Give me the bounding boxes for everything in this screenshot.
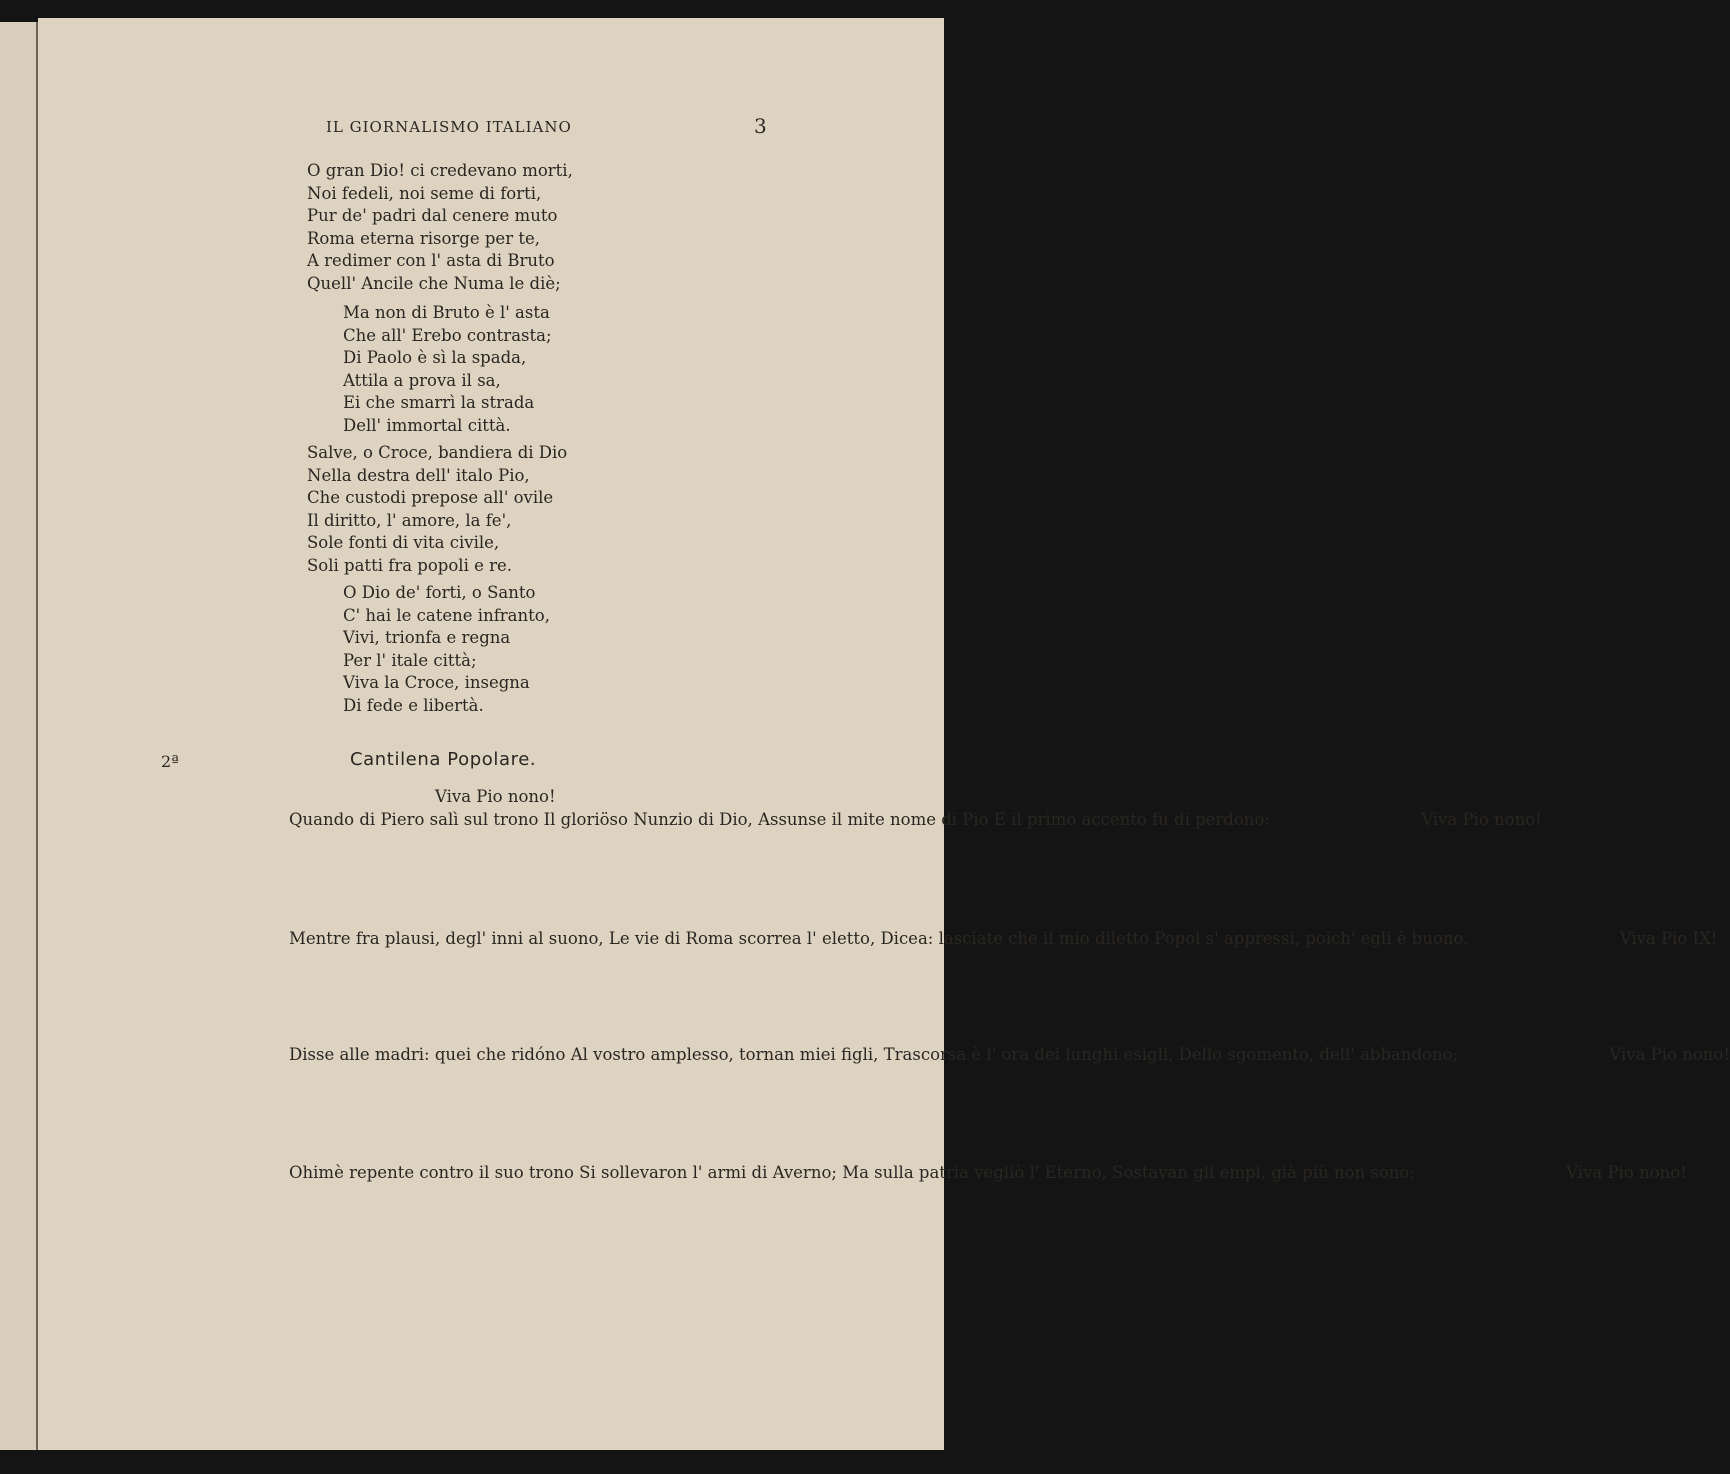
verse-line: Ohimè repente contro il suo trono [289,1163,574,1182]
verse-line: O gran Dio! ci credevano morti, [307,161,573,180]
verse-line: Che all' Erebo contrasta; [343,325,552,345]
book-page [38,18,1730,1450]
verse-line: Sole fonti di vita civile, [307,533,500,553]
verse-line: Per l' itale città; [343,650,477,670]
verse-line: Soli patti fra popoli e re. [307,555,512,575]
section-title: Cantilena Popolare. [350,749,537,770]
verse-line: Sostavan gli empi, già più non sono; [1112,1163,1415,1182]
refrain-line: Viva Pio nono! [1566,1163,1687,1182]
refrain-line: Viva Pio nono! [1421,810,1542,829]
hymn-refrain-1 [343,302,552,438]
verse-line: E il primo accento fu di perdono: [993,810,1270,829]
cantilena-stanza [289,809,1542,832]
verse-line: Viva la Croce, insegna [343,673,530,693]
verse-line: Trascorsa è l' ora dei lunghi esigli, [883,1045,1174,1064]
verse-line: Dicea: lasciate che il mio diletto [880,929,1150,948]
verse-line: A redimer con l' asta di Bruto [307,251,555,271]
verse-line: Popol s' appressi, poich' egli è buono. [1154,929,1469,948]
verse-line: Che custodi prepose all' ovile [307,488,554,508]
refrain-line: Viva Pio IX! [1619,929,1718,948]
page-number: 3 [754,114,767,138]
verse-line: Attila a prova il sa, [343,370,501,390]
cantilena-stanza [289,1044,1730,1067]
verse-line: Il gloriöso Nunzio di Dio, [543,810,753,829]
facing-page-edge [0,22,39,1450]
verse-line: Salve, o Croce, bandiera di Dio [307,443,568,462]
verse-line: Di Paolo è sì la spada, [343,348,527,368]
verse-line: Nella destra dell' italo Pio, [307,465,530,485]
cantilena-stanza [289,928,1717,951]
verse-line: Quando di Piero salì sul trono [289,810,539,829]
verse-line: O Dio de' forti, o Santo [343,583,536,602]
verse-line: Quell' Ancile che Numa le diè; [307,273,561,293]
verse-line: Noi fedeli, noi seme di forti, [307,183,542,203]
verse-line: Dell' immortal città. [343,415,511,435]
verse-line: Pur de' padri dal cenere muto [307,206,558,226]
cantilena-stanza [289,1162,1687,1185]
verse-line: Il diritto, l' amore, la fe', [307,510,512,530]
verse-line: C' hai le catene infranto, [343,605,550,625]
verse-line: Si sollevaron l' armi di Averno; [579,1163,837,1182]
verse-line: Mentre fra plausi, degl' inni al suono, [289,929,604,948]
hymn-stanza-1 [307,160,573,296]
verse-line: Assunse il mite nome di Pio [758,810,989,829]
running-title: IL GIORNALISMO ITALIANO [326,118,572,136]
verse-line: Ma non di Bruto è l' asta [343,303,550,322]
refrain-line: Viva Pio nono! [435,787,556,806]
refrain-line: Viva Pio nono! [1609,1045,1730,1064]
verse-line: Vivi, trionfa e regna [343,628,511,648]
verse-line: Dello sgomento, dell' abbandono; [1178,1045,1459,1064]
section-number: 2ª [161,752,179,771]
verse-line: Al vostro amplesso, tornan miei figli, [570,1045,879,1064]
hymn-refrain-2 [343,582,550,718]
verse-line: Le vie di Roma scorrea l' eletto, [608,929,876,948]
cantilena-opening [289,786,556,809]
verse-line: Ei che smarrì la strada [343,393,535,413]
verse-line: Ma sulla patria vegliò l' Eterno, [842,1163,1107,1182]
verse-line: Roma eterna risorge per te, [307,228,540,248]
hymn-stanza-2 [307,442,567,578]
verse-line: Di fede e libertà. [343,695,484,715]
verse-line: Disse alle madri: quei che ridóno [289,1045,566,1064]
